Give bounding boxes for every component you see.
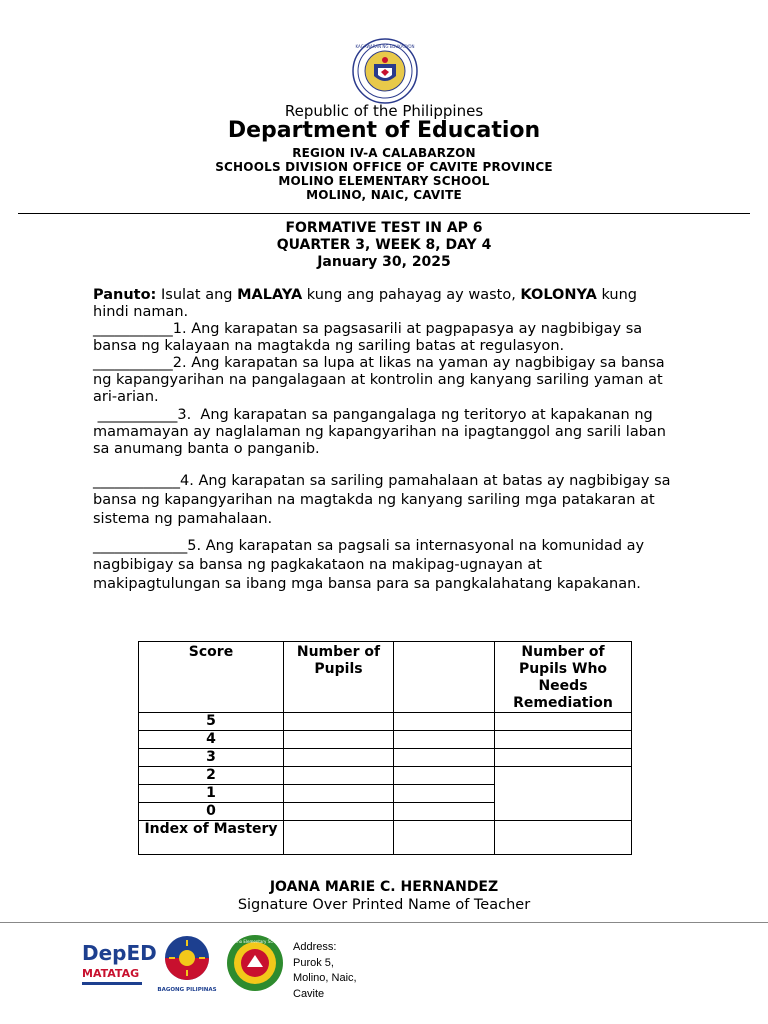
school-heading: MOLINO ELEMENTARY SCHOOL	[278, 174, 490, 188]
deped-logo-text: DepED	[82, 941, 157, 965]
test-item-3	[93, 407, 673, 458]
pupils-cell[interactable]	[284, 803, 394, 821]
test-date: January 30, 2025	[317, 254, 451, 270]
item-text: 1. Ang karapatan sa pagsasarili at pagpapasya ay nagbibigay sa bansa ng kalayaan na magtakda ng sariling batas at regulasyon.	[93, 321, 643, 354]
teacher-name: JOANA MARIE C. HERNANDEZ	[269, 879, 499, 895]
deped-seal-logo	[352, 38, 418, 104]
mastery-label-cell: Index of Mastery	[139, 821, 284, 855]
instructions-word-malaya: MALAYA	[237, 287, 303, 303]
matatag-logo-text: MATATAG	[82, 967, 140, 980]
column-header-pupils: Number of Pupils	[284, 642, 394, 713]
footer-divider	[0, 922, 768, 923]
instructions-label: Panuto:	[93, 287, 157, 303]
answer-blank[interactable]: ___________	[93, 355, 173, 371]
pupils-cell[interactable]	[284, 749, 394, 767]
pupils-cell[interactable]	[284, 767, 394, 785]
table-row	[139, 713, 632, 731]
test-item-1	[93, 321, 673, 355]
pupils-cell[interactable]	[284, 785, 394, 803]
header-divider	[18, 213, 750, 214]
test-item-2	[93, 355, 673, 406]
column-header-score: Score	[139, 642, 284, 713]
remediation-cell[interactable]	[495, 821, 632, 855]
region-heading: REGION IV-A CALABARZON	[292, 146, 476, 160]
address-label: Address:	[293, 941, 337, 953]
item-text: 4. Ang karapatan sa sariling pamahalaan at batas ay nagbibigay sa bansa ng kapangyarihan na magtakda ng kanyang sariling mga patakaran at sistema ng pamahalaan.	[93, 473, 671, 527]
pupils-cell[interactable]	[284, 713, 394, 731]
location-heading: MOLINO, NAIC, CAVITE	[306, 188, 462, 202]
division-heading: SCHOOLS DIVISION OFFICE OF CAVITE PROVINCE	[215, 160, 553, 174]
score-cell: 5	[139, 713, 284, 731]
answer-blank[interactable]: ___________	[93, 321, 173, 337]
instructions-text: kung ang pahayag ay wasto,	[302, 287, 521, 303]
bagong-pilipinas-logo	[158, 934, 216, 994]
blank-cell[interactable]	[394, 731, 495, 749]
address-line: Cavite	[293, 987, 325, 1000]
score-cell: 4	[139, 731, 284, 749]
svg-text:KAGAWARAN NG EDUKASYON: KAGAWARAN NG EDUKASYON	[355, 44, 415, 49]
svg-text:Molino Elementary School: Molino Elementary School	[229, 939, 281, 944]
test-item-4	[93, 472, 673, 529]
remediation-cell[interactable]	[495, 749, 632, 767]
test-item-5	[93, 537, 673, 594]
table-row	[139, 749, 632, 767]
blank-cell[interactable]	[394, 749, 495, 767]
instructions	[93, 287, 673, 321]
score-cell: 0	[139, 803, 284, 821]
score-cell: 1	[139, 785, 284, 803]
answer-blank[interactable]: ____________	[93, 473, 180, 489]
remediation-cell-merged[interactable]	[495, 767, 632, 821]
item-text: 3. Ang karapatan sa pangangalaga ng teritoryo at kapakanan ng mamamayan ay naglalaman ng kapangyarihan na ipagtanggol ang sarili laban sa anumang banta o panganib.	[93, 407, 671, 457]
republic-heading: Republic of the Philippines	[284, 102, 484, 120]
deped-matatag-logo	[80, 932, 157, 994]
column-header-blank	[394, 642, 495, 713]
remediation-cell[interactable]	[495, 731, 632, 749]
address-line: Molino, Naic,	[293, 972, 357, 984]
instructions-text: kung hindi naman.	[93, 287, 638, 320]
blank-cell[interactable]	[394, 803, 495, 821]
instructions-word-kolonya: KOLONYA	[520, 287, 597, 303]
score-cell: 3	[139, 749, 284, 767]
address-line: Purok 5,	[293, 956, 334, 969]
instructions-text: Isulat ang	[156, 287, 238, 303]
blank-cell[interactable]	[394, 767, 495, 785]
score-cell: 2	[139, 767, 284, 785]
pupils-cell[interactable]	[284, 731, 394, 749]
department-heading: Department of Education	[227, 118, 541, 143]
blank-cell[interactable]	[394, 713, 495, 731]
item-text: 5. Ang karapatan sa pagsali sa internasyonal na komunidad ay nagbibigay sa bansa ng pagkakataon na makipag-ugnayan at makipagtulungan sa ibang mga bansa para sa pangkalahatang kapakanan.	[93, 538, 645, 592]
item-text: 2. Ang karapatan sa lupa at likas na yaman ay nagbibigay sa bansa ng kapangyarihan na pangalagaan at kontrolin ang kanyang sariling yaman at ari-arian.	[93, 355, 665, 405]
school-address	[293, 940, 413, 1002]
bagong-pilipinas-text: BAGONG PILIPINAS	[157, 987, 217, 993]
table-row	[139, 731, 632, 749]
test-title: FORMATIVE TEST IN AP 6	[285, 220, 483, 236]
table-header-row	[139, 642, 632, 713]
school-logo	[226, 934, 284, 992]
teacher-signature-label: Signature Over Printed Name of Teacher	[237, 897, 531, 913]
test-quarter: QUARTER 3, WEEK 8, DAY 4	[276, 237, 492, 253]
score-table	[138, 641, 632, 855]
blank-cell[interactable]	[394, 785, 495, 803]
answer-blank[interactable]: _____________	[93, 538, 188, 554]
remediation-cell[interactable]	[495, 713, 632, 731]
table-row	[139, 767, 632, 785]
column-header-remediation: Number of Pupils Who Needs Remediation	[495, 642, 632, 713]
pupils-cell[interactable]	[284, 821, 394, 855]
blank-cell[interactable]	[394, 821, 495, 855]
table-row-mastery	[139, 821, 632, 855]
answer-blank[interactable]: ___________	[93, 407, 178, 423]
